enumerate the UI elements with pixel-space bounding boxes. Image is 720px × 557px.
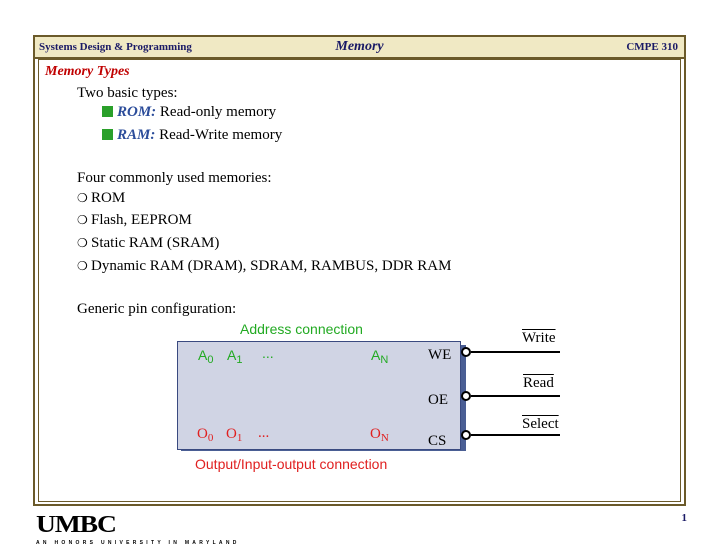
- signal-write: Write: [522, 330, 556, 346]
- basic-type-ram: RAM: Read-Write memory: [102, 127, 282, 144]
- pin-cs: CS: [428, 433, 447, 449]
- write-bubble: [462, 348, 470, 356]
- pin-a1: $A_1$: [227, 347, 243, 366]
- pin-we: WE: [428, 347, 452, 363]
- read-bubble: [462, 392, 470, 400]
- umbc-logo: UMBC AN HONORS UNIVERSITY IN MARYLAND: [36, 512, 240, 546]
- list-item: ❍ Static RAM (SRAM): [77, 235, 220, 251]
- list-item: ❍ Dynamic RAM (DRAM), SDRAM, RAMBUS, DDR RAM: [77, 258, 452, 274]
- common-memories-title: Four commonly used memories:: [77, 170, 272, 186]
- list-item: ❍ Flash, EEPROM: [77, 212, 192, 228]
- circle-bullet-icon: ❍: [77, 259, 88, 273]
- intro-text: Two basic types:: [77, 85, 178, 101]
- topic-title: Memory: [335, 39, 384, 54]
- address-ellipsis: ...: [262, 345, 274, 361]
- select-bubble: [462, 431, 470, 439]
- pin-o1: $O_1$: [226, 426, 243, 444]
- address-connection-label: Address connection: [240, 321, 363, 337]
- section-title: Memory Types: [45, 64, 130, 79]
- circle-bullet-icon: ❍: [77, 191, 88, 205]
- pin-an: $A_N$: [371, 347, 389, 366]
- course-code: CMPE 310: [626, 41, 678, 53]
- pin-oe: OE: [428, 392, 448, 408]
- signal-select: Select: [522, 416, 559, 432]
- output-connection-label: Output/Input-output connection: [195, 456, 388, 472]
- pin-a0: $A_0$: [198, 347, 214, 366]
- signal-read: Read: [523, 375, 554, 391]
- page-number: 1: [681, 512, 687, 524]
- pin-on: $O_N$: [370, 426, 389, 444]
- circle-bullet-icon: ❍: [77, 213, 88, 227]
- course-title: Systems Design & Programming: [39, 41, 192, 53]
- pin-o0: $O_0$: [197, 426, 214, 444]
- output-ellipsis: ...: [258, 425, 270, 441]
- list-item: ❍ ROM: [77, 190, 126, 206]
- circle-bullet-icon: ❍: [77, 236, 88, 250]
- pin-config-title: Generic pin configuration:: [77, 301, 237, 317]
- basic-type-rom: ROM: Read-only memory: [102, 104, 276, 121]
